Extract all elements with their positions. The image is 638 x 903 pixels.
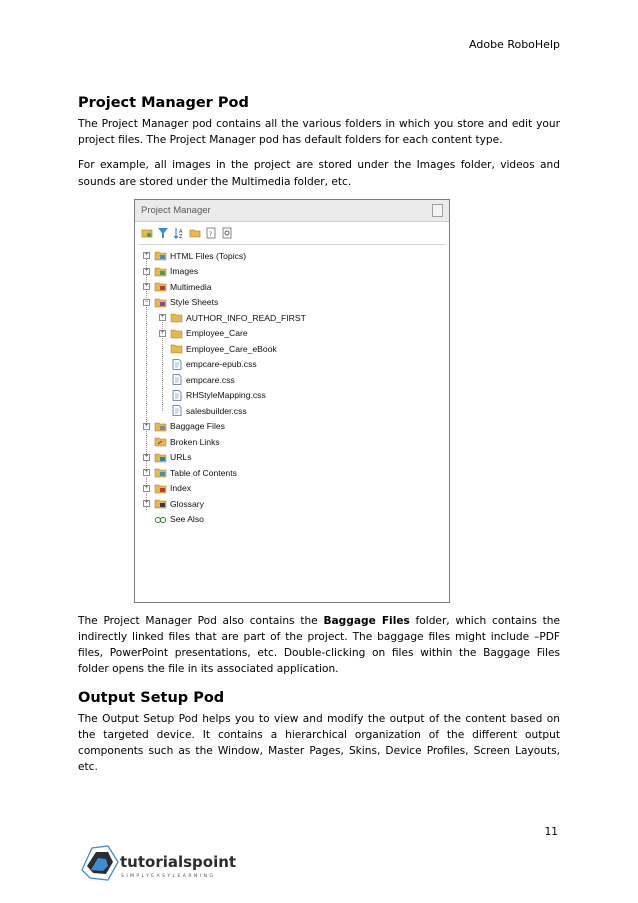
expand-icon[interactable]: + — [160, 314, 165, 321]
tree-node[interactable] — [143, 310, 449, 326]
section-heading-output-setup: Output Setup Pod — [78, 689, 225, 706]
expand-icon[interactable]: + — [160, 329, 165, 336]
index-icon — [154, 483, 167, 494]
paragraph-intro: The Project Manager pod contains all the various folders in which you store and edit your project files. The Project Manager pod has default folders for each content type. — [78, 118, 560, 147]
expand-icon[interactable]: + — [144, 422, 149, 429]
css-file-icon — [170, 359, 183, 370]
folder-icon — [170, 312, 183, 323]
running-header: Adobe RoboHelp — [469, 38, 560, 51]
page-number: 11 — [544, 826, 558, 838]
section-heading-project-manager: Project Manager Pod — [78, 95, 249, 111]
tree-node-label: RHStyleMapping.css — [186, 390, 266, 401]
paragraph-example: For example, all images in the project are stored under the Images folder, videos and sounds are stored under the Multimedia folder, etc. — [78, 159, 560, 188]
expand-icon[interactable]: + — [144, 500, 149, 507]
paragraph-output-setup: The Output Setup Pod helps you to view and modify the output of the content based on the targeted device. It contains a hierarchical organization of the different output components such as the Window, Master Pages, Skins, Device Profiles, Screen Layouts, etc. — [78, 712, 560, 774]
tree-node[interactable] — [143, 372, 449, 388]
tree-node-label: AUTHOR_INFO_READ_FIRST — [186, 312, 306, 323]
folder-icon — [170, 343, 183, 354]
svg-text:Z: Z — [179, 233, 183, 239]
tree-node[interactable] — [143, 341, 449, 357]
expand-icon[interactable]: + — [144, 283, 149, 290]
paragraph-baggage: The Project Manager Pod also contains the Baggage Files folder, which contains the indirectly linked files that are part of the project. The baggage files might include –PDF files, PowerPoint presentations, etc. Double-clicking on files within the Baggage Files folder opens the file in its associated application. — [78, 614, 560, 676]
tree-node[interactable] — [143, 279, 449, 295]
tree-node-label: Multimedia — [170, 281, 212, 292]
expand-icon[interactable]: + — [144, 484, 149, 491]
folder-icon[interactable] — [189, 227, 201, 239]
expand-icon[interactable]: + — [144, 453, 149, 460]
css-file-icon — [170, 390, 183, 401]
page-content — [78, 95, 560, 784]
css-file-icon — [170, 405, 183, 416]
tutorialspoint-logo — [78, 840, 248, 884]
toc-icon — [154, 467, 167, 478]
collapse-icon[interactable]: − — [144, 298, 149, 305]
project-tree — [143, 248, 449, 527]
tree-node-label: Style Sheets — [170, 297, 219, 308]
open-project-icon[interactable] — [141, 227, 153, 239]
expand-icon[interactable]: + — [144, 252, 149, 259]
logo-emblem-icon — [82, 846, 118, 880]
tree-node[interactable] — [143, 248, 449, 264]
properties-icon[interactable] — [205, 227, 217, 239]
logo-tagline: SIMPLYEASYLEARNING — [121, 874, 216, 879]
tree-node[interactable] — [143, 480, 449, 496]
tree-node-label: empcare.css — [186, 374, 235, 385]
tree-node[interactable] — [143, 434, 449, 450]
broken-links-icon — [154, 436, 167, 447]
images-folder-icon — [154, 266, 167, 277]
find-icon[interactable] — [221, 227, 233, 239]
tree-node-label: Glossary — [170, 498, 204, 509]
tree-node[interactable] — [143, 403, 449, 419]
css-file-icon — [170, 374, 183, 385]
html-folder-icon — [154, 250, 167, 261]
tree-node[interactable] — [143, 511, 449, 527]
sort-icon[interactable] — [173, 227, 185, 239]
toolbar-separator — [139, 244, 445, 245]
tree-node-label: Employee_Care — [186, 328, 248, 339]
tree-node[interactable] — [143, 325, 449, 341]
tree-node-label: Index — [170, 483, 192, 494]
tree-node[interactable] — [143, 387, 449, 403]
urls-icon — [154, 452, 167, 463]
expand-icon[interactable]: + — [144, 469, 149, 476]
tree-node-label: Broken Links — [170, 436, 220, 447]
folder-icon — [170, 328, 183, 339]
svg-text:A: A — [179, 228, 183, 235]
tree-node[interactable] — [143, 263, 449, 279]
tree-node-label: Baggage Files — [170, 421, 225, 432]
tree-node-label: HTML Files (Topics) — [170, 250, 247, 261]
baggage-folder-icon — [154, 421, 167, 432]
tree-node-label: URLs — [170, 452, 192, 463]
tree-node-label: salesbuilder.css — [186, 405, 247, 416]
tree-node-label: Table of Contents — [170, 467, 237, 478]
tree-node[interactable] — [143, 356, 449, 372]
stylesheets-folder-icon — [154, 297, 167, 308]
project-manager-screenshot — [134, 199, 450, 603]
filter-icon[interactable] — [157, 227, 169, 239]
multimedia-folder-icon — [154, 281, 167, 292]
expand-icon[interactable]: + — [144, 267, 149, 274]
glossary-icon — [154, 498, 167, 509]
pod-scroll-button[interactable] — [432, 204, 443, 217]
tree-node[interactable] — [143, 418, 449, 434]
pod-title-bar — [135, 200, 449, 222]
pod-title: Project Manager — [141, 204, 211, 216]
tree-node-label: Employee_Care_eBook — [186, 343, 277, 354]
tree-node[interactable] — [143, 449, 449, 465]
logo-wordmark: tutorialspoint — [120, 853, 237, 871]
tree-node[interactable] — [143, 294, 449, 310]
tree-node-label: Images — [170, 266, 199, 277]
see-also-icon — [154, 514, 167, 525]
tree-node[interactable] — [143, 465, 449, 481]
tree-node[interactable] — [143, 496, 449, 512]
tree-node-label: empcare-epub.css — [186, 359, 257, 370]
svg-text:?: ? — [209, 230, 213, 238]
pod-toolbar — [135, 222, 449, 244]
baggage-files-term: Baggage Files — [323, 614, 410, 627]
tree-node-label: See Also — [170, 514, 204, 525]
